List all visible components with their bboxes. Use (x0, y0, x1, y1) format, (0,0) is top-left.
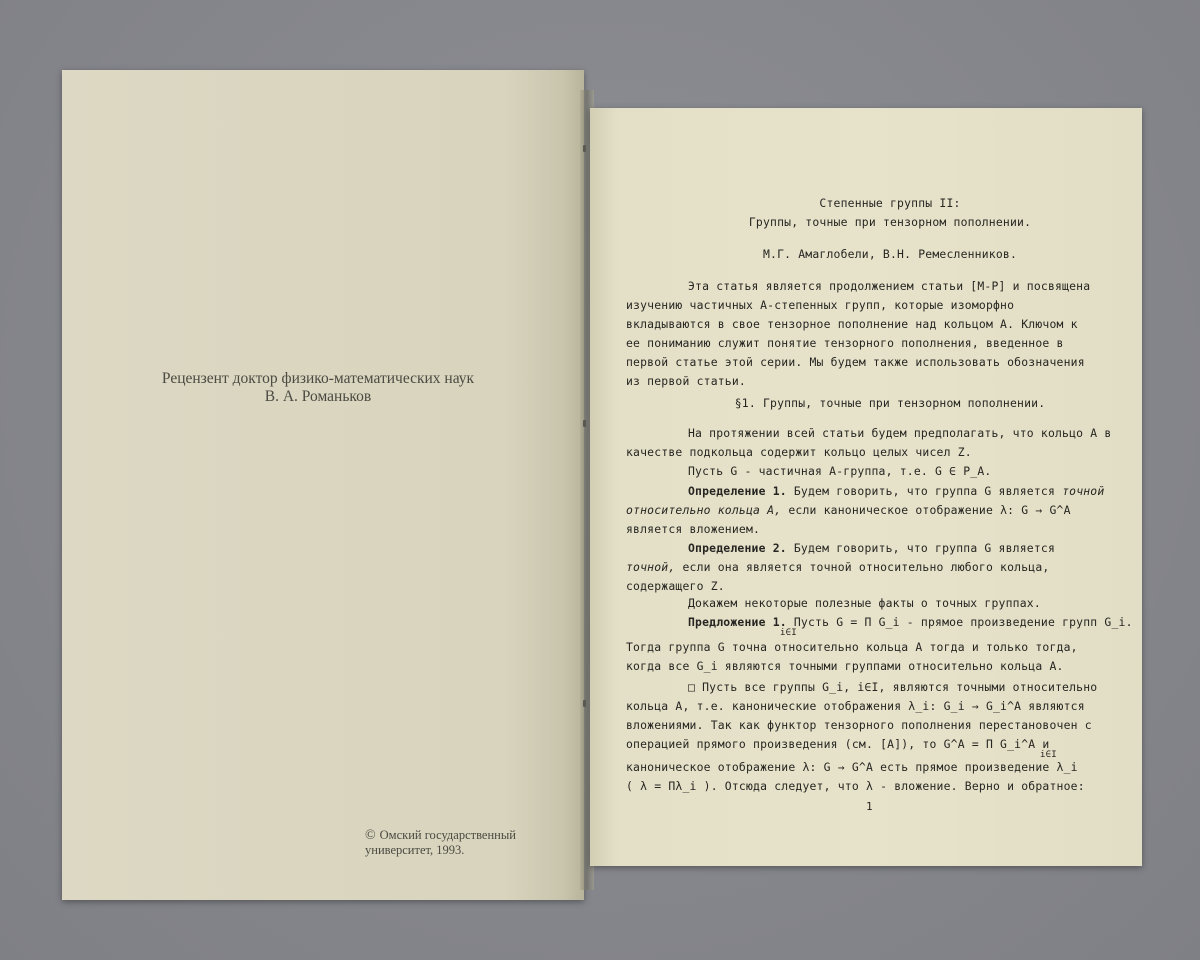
definition-2-line-2 (626, 560, 1049, 574)
proposition-subscript: i∈I (780, 628, 797, 638)
body-line: качестве подкольца содержит кольцо целых чисел Z. (626, 445, 972, 459)
proof-line: операцией прямого произведения (см. [А]), то G^A = П G_i^A и (626, 737, 1050, 751)
definition-text: если она является точной относительно любого кольца, (675, 560, 1050, 574)
copyright-symbol: © (365, 828, 376, 843)
definition-text: Будем говорить, что группа G является (786, 541, 1056, 555)
definition-2-line-3: содержащего Z. (626, 579, 725, 593)
proof-line: □ Пусть все группы G_i, i∈I, являются точными относительно (688, 680, 1098, 694)
definition-1-line-2 (626, 503, 1071, 517)
body-line: На протяжении всей статьи будем предполагать, что кольцо А в (688, 426, 1112, 440)
definition-1-line-1 (688, 484, 1104, 498)
proposition-line-3: когда все G_i являются точными группами относительно кольца А. (626, 659, 1064, 673)
proposition-line-2: Тогда группа G точна относительно кольца А тогда и только тогда, (626, 640, 1078, 654)
proof-line: каноническое отображение λ: G → G^A есть прямое произведение λ_i (626, 760, 1078, 774)
left-page (62, 70, 584, 900)
authors-line: М.Г. Амаглобели, В.Н. Ремесленников. (762, 247, 1018, 261)
reviewer-line: Рецензент доктор физико-математических наук (161, 370, 475, 387)
proposition-label: Предложение 1. (688, 615, 787, 629)
proposition-line-1 (688, 615, 1133, 629)
section-heading: §1. Группы, точные при тензорном пополнении. (734, 396, 1046, 410)
definition-emphasis: точной (1062, 484, 1105, 498)
intro-line: ее пониманию служит понятие тензорного пополнения, введенное в (626, 336, 1064, 350)
title-line-2: Группы, точные при тензорном пополнении. (748, 215, 1032, 229)
stitch-mark (583, 700, 586, 707)
proposition-text: Пусть G = П G_i - прямое произведение групп G_i. (786, 615, 1133, 629)
page-number: 1 (866, 800, 873, 813)
definition-text: если каноническое отображение λ: G → G^A (781, 503, 1071, 517)
proof-line: ( λ = Пλ_i ). Отсюда следует, что λ - вложение. Верно и обратное: (626, 779, 1085, 793)
facts-line: Докажем некоторые полезные факты о точных группах. (688, 596, 1041, 610)
stitch-mark (583, 145, 586, 152)
intro-line: изучению частичных А-степенных групп, которые изоморфно (626, 298, 1015, 312)
intro-line: первой статье этой серии. Мы будем также использовать обозначения (626, 355, 1085, 369)
definition-2-line-1 (688, 541, 1055, 555)
definition-emphasis: точной, (626, 560, 676, 574)
definition-1-line-3: является вложением. (626, 522, 761, 536)
copyright-line: университет, 1993. (365, 843, 465, 857)
title-line-1: Степенные группы II: (819, 196, 961, 210)
intro-line: вкладываются в свое тензорное пополнение над кольцом А. Ключом к (626, 317, 1078, 331)
stitch-mark (583, 420, 586, 427)
definition-2-label: Определение 2. (688, 541, 787, 555)
copyright-block (365, 828, 565, 858)
proof-subscript: i∈I (1040, 750, 1057, 760)
definition-emphasis: относительно кольца А, (626, 503, 782, 517)
intro-line: Эта статья является продолжением статьи [М-Р] и посвящена (688, 279, 1091, 293)
reviewer-name: В. А. Романьков (264, 388, 372, 405)
intro-line: из первой статьи. (626, 374, 746, 388)
proof-line: вложениями. Так как функтор тензорного пополнения перестановочен с (626, 718, 1092, 732)
body-line: Пусть G - частичная А-группа, т.е. G ∈ P_A. (688, 464, 992, 478)
proof-line: кольца А, т.е. канонические отображения λ_i: G_i → G_i^A являются (626, 699, 1085, 713)
copyright-line: Омский государственный (379, 828, 516, 842)
reviewer-block (98, 370, 538, 406)
definition-1-label: Определение 1. (688, 484, 787, 498)
definition-text: Будем говорить, что группа G является (786, 484, 1063, 498)
